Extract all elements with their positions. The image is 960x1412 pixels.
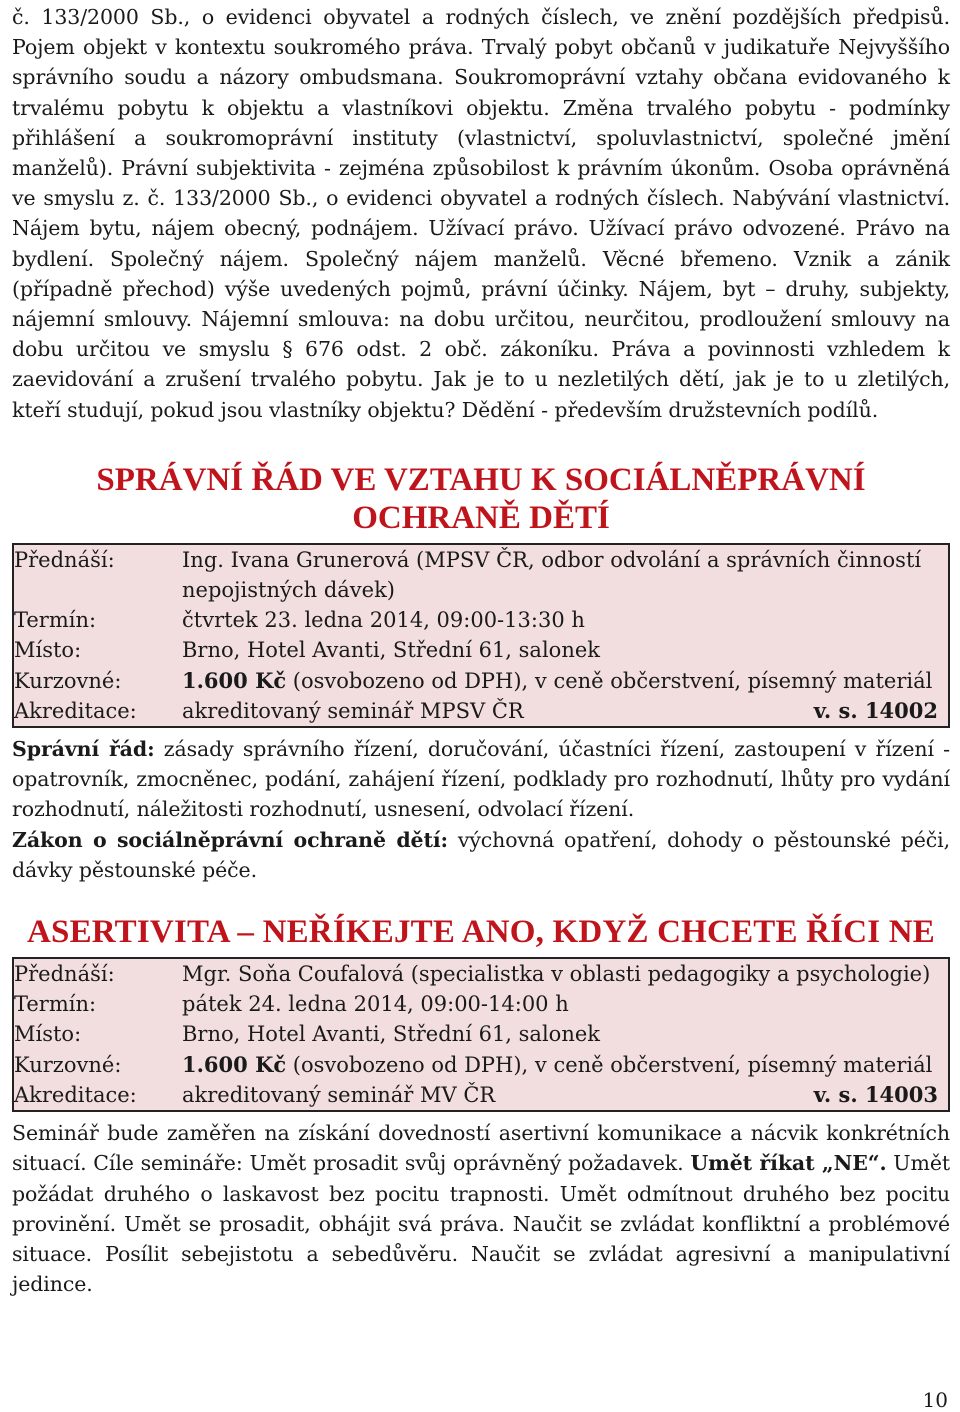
fee-amount: 1.600 Kč	[182, 1051, 287, 1077]
section1-description	[12, 734, 950, 885]
accreditation-code: v. s. 14002	[813, 697, 938, 723]
date-label: Termín:	[14, 992, 97, 1017]
section1-accreditation-row	[14, 696, 948, 726]
section1-lecturer-row	[14, 545, 948, 605]
desc1-heading: Správní řád:	[12, 737, 155, 762]
section1-title-line2: OCHRANĚ DĚTÍ	[352, 499, 610, 536]
accreditation-text: akreditovaný seminář MV ČR	[182, 1082, 496, 1107]
section1-place-row	[14, 635, 948, 665]
section2-date-row	[14, 989, 948, 1019]
section1-title	[12, 461, 950, 537]
fee-label: Kurzovné:	[14, 668, 122, 693]
document-page	[12, 0, 950, 1299]
section1-title-line1: SPRÁVNÍ ŘÁD VE VZTAHU K SOCIÁLNĚPRÁVNÍ	[96, 461, 866, 498]
place-label: Místo:	[14, 638, 82, 663]
place-value: Brno, Hotel Avanti, Střední 61, salonek	[182, 638, 600, 663]
desc-a: Seminář bude zaměřen na získání dovedností asertivní komunikace a nácvik konkrétních situací. Cíle semináře: Umět prosadit svůj oprávněný požadavek.	[12, 1121, 950, 1176]
place-label: Místo:	[14, 1022, 82, 1047]
accreditation-value	[182, 1080, 948, 1110]
fee-value	[182, 666, 948, 696]
date-value: pátek 24. ledna 2014, 09:00-14:00 h	[182, 992, 569, 1017]
fee-details: (osvobozeno od DPH), v ceně občerstvení, písemný materiál	[286, 1052, 933, 1077]
section2-accreditation-row	[14, 1080, 948, 1110]
section1-info-box	[12, 543, 950, 728]
section1-fee-row	[14, 666, 948, 696]
place-value: Brno, Hotel Avanti, Střední 61, salonek	[182, 1022, 600, 1047]
accreditation-value	[182, 696, 948, 726]
accreditation-label: Akreditace:	[14, 698, 137, 723]
accreditation-text: akreditovaný seminář MPSV ČR	[182, 698, 524, 723]
fee-amount: 1.600 Kč	[182, 667, 287, 693]
section2-description	[12, 1118, 950, 1299]
date-value: čtvrtek 23. ledna 2014, 09:00-13:30 h	[182, 608, 585, 633]
accreditation-label: Akreditace:	[14, 1082, 137, 1107]
intro-paragraph: č. 133/2000 Sb., o evidenci obyvatel a rodných číslech, ve znění pozdějších předpisů. Pojem objekt v kontextu soukromého práva. Trvalý pobyt občanů v judikatuře Nejvyššího správního soudu a názory ombudsmana. Soukromoprávní vztahy občana evidovaného k trvalému pobytu k objektu a vlastníkovi objektu. Změna trvalého pobytu - podmínky přihlášení a soukromoprávní instituty (vlastnictví, spoluvlastnictví, společné jmění manželů). Právní subjektivita - zejména způsobilost k právním úkonům. Osoba oprávněná ve smyslu z. č. 133/2000 Sb., o evidenci obyvatel a rodných číslech. Nabývání vlastnictví. Nájem bytu, nájem obecný, podnájem. Užívací právo. Užívací právo odvozené. Právo na bydlení. Společný nájem. Společný nájem manželů. Věcné břemeno. Vznik a zánik (případně přechod) výše uvedených pojmů, právní účinky. Nájem, byt – druhy, subjekty, nájemní smlouvy. Nájemní smlouva: na dobu určitou, neurčitou, prodloužení smlouvy na dobu určitou ve smyslu § 676 odst. 2 obč. zákoníku. Práva a povinnosti vzhledem k zaevidování a zrušení trvalého pobytu. Jak je to u nezletilých dětí, jak je to u zletilých, kteří studují, pokud jsou vlastníky objektu? Dědění - především družstevních podílů.	[12, 5, 950, 422]
lecturer-value: Ing. Ivana Grunerová (MPSV ČR, odbor odvolání a správních činností nepojistných dávek)	[182, 547, 922, 603]
date-label: Termín:	[14, 608, 97, 633]
desc2-heading: Zákon o sociálněprávní ochraně dětí:	[12, 827, 449, 852]
desc-c: Umět požádat druhého o laskavost bez pocitu trapnosti. Umět odmítnout druhého bez pocitu provinění. Umět se prosadit, obhájit svá práva. Naučit se zvládat konfliktní a problémové situace. Posílit sebejistotu a sebedůvěru. Naučit se zvládat agresivní a manipulativní jedince.	[12, 1151, 950, 1297]
desc1-text: zásady správního řízení, doručování, účastníci řízení, zastoupení v řízení - opatrovník, zmocněnec, podání, zahájení řízení, podklady pro rozhodnutí, lhůty pro vydání rozhodnutí, náležitosti rozhodnutí, usnesení, odvolací řízení.	[12, 737, 950, 822]
lecturer-label: Přednáší:	[14, 547, 115, 572]
section1-date-row	[14, 605, 948, 635]
section2-title: ASERTIVITA – NEŘÍKEJTE ANO, KDYŽ CHCETE ŘÍCI NE	[27, 914, 935, 951]
fee-details: (osvobozeno od DPH), v ceně občerstvení, písemný materiál	[286, 668, 933, 693]
page-number: 10	[922, 1388, 948, 1412]
section2-fee-row	[14, 1050, 948, 1080]
lecturer-label: Přednáší:	[14, 962, 115, 987]
section2-place-row	[14, 1019, 948, 1049]
desc2-text: výchovná opatření, dohody o pěstounské péči, dávky pěstounské péče.	[12, 827, 950, 882]
section2-lecturer-row	[14, 959, 948, 989]
desc-b: Umět říkat „NE“.	[690, 1151, 887, 1176]
fee-label: Kurzovné:	[14, 1052, 122, 1077]
accreditation-code: v. s. 14003	[813, 1081, 938, 1107]
lecturer-value: Mgr. Soňa Coufalová (specialistka v oblasti pedagogiky a psychologie)	[182, 962, 931, 987]
fee-value	[182, 1050, 948, 1080]
section2-info-box	[12, 957, 950, 1112]
